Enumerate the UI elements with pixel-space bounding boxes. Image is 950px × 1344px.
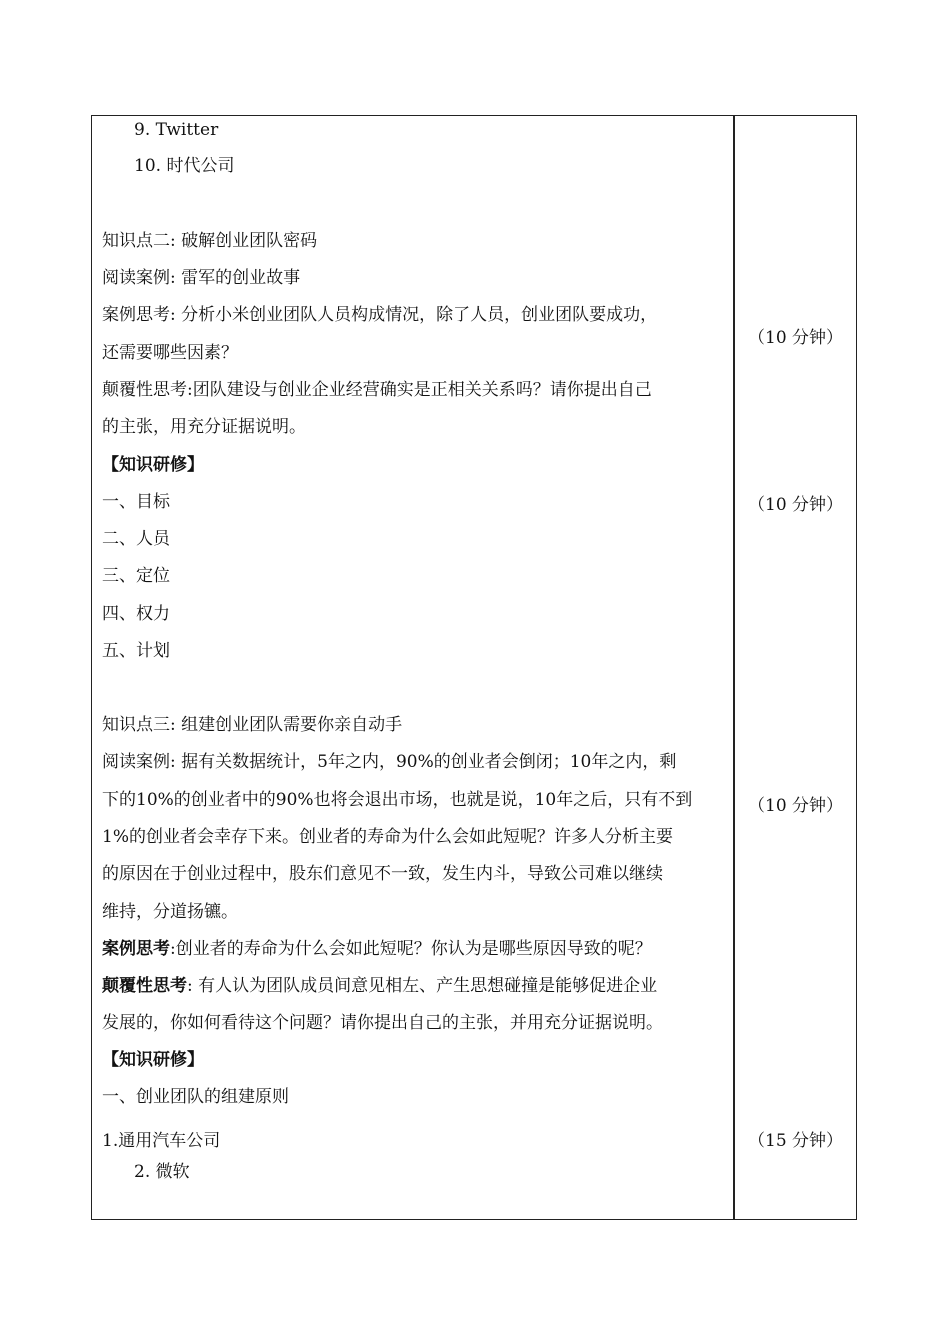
text-line: 的主张，用充分证据说明。 [102, 417, 306, 437]
duration-label: （10 分钟） [748, 328, 844, 348]
lesson-plan-table [91, 115, 857, 1220]
text-line: 案例思考:创业者的寿命为什么会如此短呢？你认为是哪些原因导致的呢？ [102, 939, 652, 959]
list-item: 四、权力 [102, 604, 170, 624]
text-line: 案例思考: 分析小米创业团队人员构成情况，除了人员，创业团队要成功， [102, 305, 658, 325]
section-heading: 【知识研修】 [102, 1050, 204, 1070]
section-heading: 【知识研修】 [102, 455, 204, 475]
section-heading: 知识点三: 组建创业团队需要你亲自动手 [102, 715, 403, 735]
text-line: 维持，分道扬镳。 [102, 902, 238, 922]
text-line: 阅读案例: 据有关数据统计，5年之内，90%的创业者会倒闭；10年之内，剩 [102, 752, 677, 772]
list-item: 1.通用汽车公司 [102, 1131, 221, 1151]
label-disruptive-thinking: 颠覆性思考 [102, 976, 187, 996]
column-divider [733, 116, 735, 1219]
label-case-thinking: 案例思考 [102, 939, 170, 959]
text-line: 颠覆性思考:团队建设与创业企业经营确实是正相关关系吗？请你提出自己 [102, 380, 652, 400]
list-item: 一、目标 [102, 492, 170, 512]
text-line: 9. Twitter [134, 120, 219, 140]
section-heading: 知识点二: 破解创业团队密码 [102, 231, 318, 251]
list-item: 一、创业团队的组建原则 [102, 1087, 289, 1107]
text-line: 下的10%的创业者中的90%也将会退出市场，也就是说，10年之后，只有不到 [102, 790, 693, 810]
list-item: 2. 微软 [134, 1162, 190, 1182]
duration-label: （10 分钟） [748, 796, 844, 816]
list-item: 二、人员 [102, 529, 170, 549]
text-line: 阅读案例: 雷军的创业故事 [102, 268, 301, 288]
text-line: 10. 时代公司 [134, 156, 235, 176]
duration-label: （10 分钟） [748, 495, 844, 515]
text-line: 颠覆性思考: 有人认为团队成员间意见相左、产生思想碰撞是能够促进企业 [102, 976, 658, 996]
text-line: 的原因在于创业过程中，股东们意见不一致，发生内斗，导致公司难以继续 [102, 864, 663, 884]
duration-label: （15 分钟） [748, 1131, 844, 1151]
list-item: 三、定位 [102, 566, 170, 586]
list-item: 五、计划 [102, 641, 170, 661]
text-line: 还需要哪些因素？ [102, 343, 238, 363]
text-line: 发展的，你如何看待这个问题？请你提出自己的主张，并用充分证据说明。 [102, 1013, 663, 1033]
text-line: 1%的创业者会幸存下来。创业者的寿命为什么会如此短呢？许多人分析主要 [102, 827, 673, 847]
